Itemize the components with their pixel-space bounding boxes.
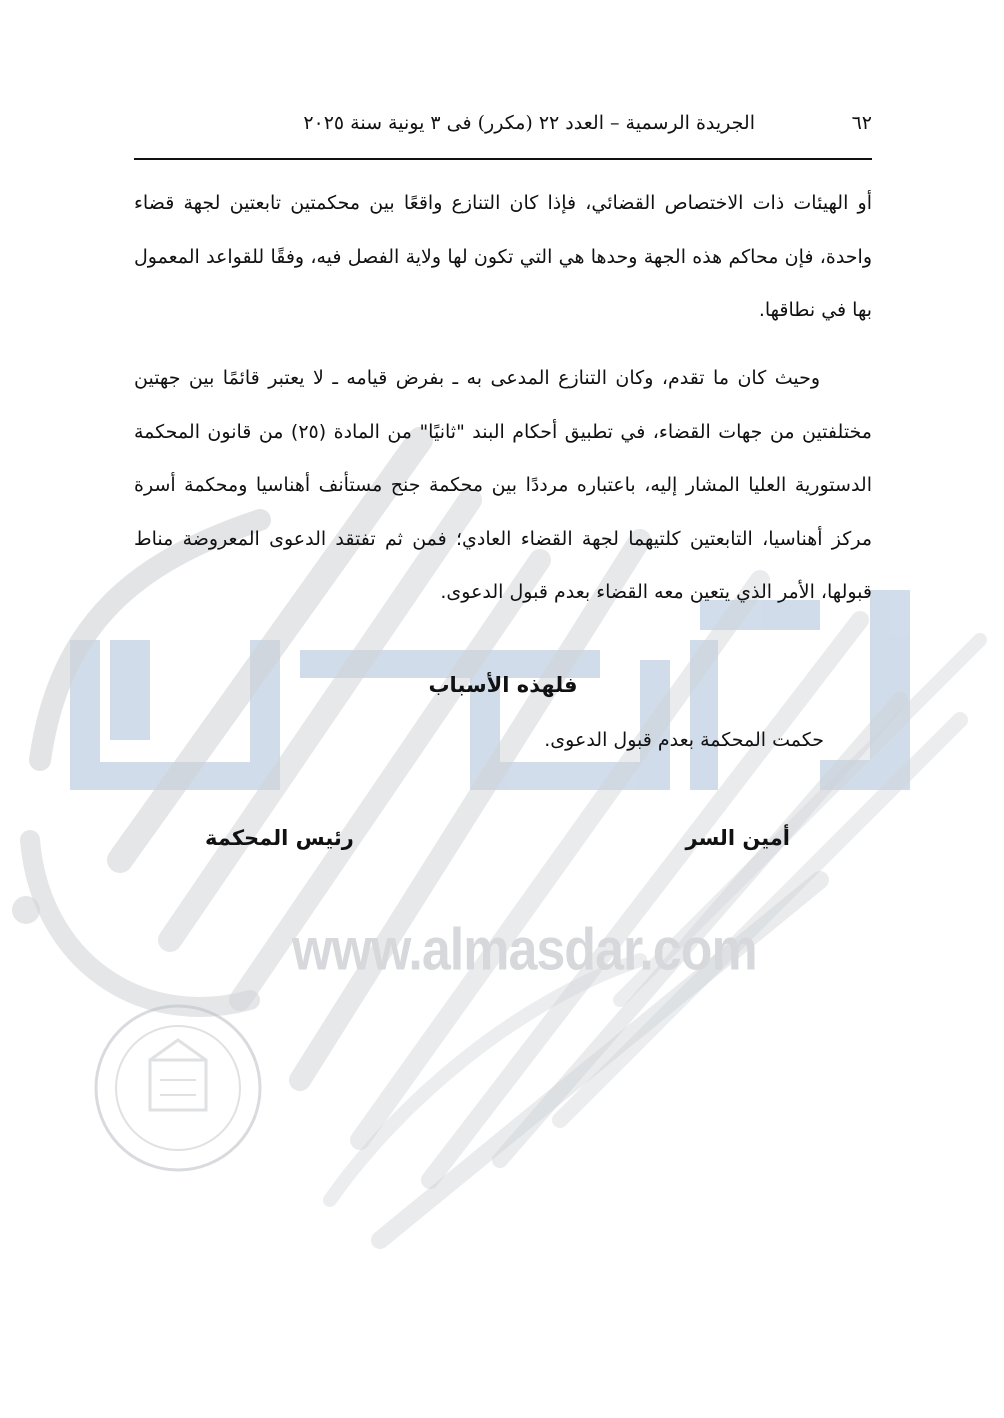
running-title: الجريدة الرسمية – العدد ٢٢ (مكرر) فى ٣ يونية سنة ٢٠٢٥ xyxy=(303,112,755,134)
signature-president: رئيس المحكمة xyxy=(205,826,354,850)
signature-secretary: أمين السر xyxy=(685,826,790,850)
ruling-verdict: حكمت المحكمة بعدم قبول الدعوى. xyxy=(544,729,824,751)
header-divider xyxy=(134,158,872,160)
body-paragraph-2: وحيث كان ما تقدم، وكان التنازع المدعى به ـ بفرض قيامه ـ لا يعتبر قائمًا بين جهتين مختلفتين من جهات القضاء، في تطبيق أحكام البند "ثانيًا" من المادة (٢٥) من قانون المحكمة الدستورية العليا المشار إليه، باعتباره مرددًا بين محكمة جنح مستأنف أهناسيا ومحكمة أسرة مركز أهناسيا، التابعتين كلتيهما لجهة القضاء العادي؛ فمن ثم تفتقد الدعوى المعروضة مناط قبولها، الأمر الذي يتعين معه القضاء بعدم قبول الدعوى. xyxy=(134,367,872,603)
watermark-url: www.almasdar.com xyxy=(292,916,757,984)
ruling-heading: فلهذه الأسباب xyxy=(428,673,578,697)
page-number: ٦٢ xyxy=(851,112,872,134)
watermark-seal xyxy=(96,1006,260,1170)
body-paragraph-1: أو الهيئات ذات الاختصاص القضائي، فإذا كان التنازع واقعًا بين محكمتين تابعتين لجهة قضاء واحدة، فإن محاكم هذه الجهة وحدها هي التي تكون لها ولاية الفصل فيه، وفقًا للقواعد المعمول بها في نطاقها. xyxy=(134,192,872,321)
page-header xyxy=(134,112,872,142)
